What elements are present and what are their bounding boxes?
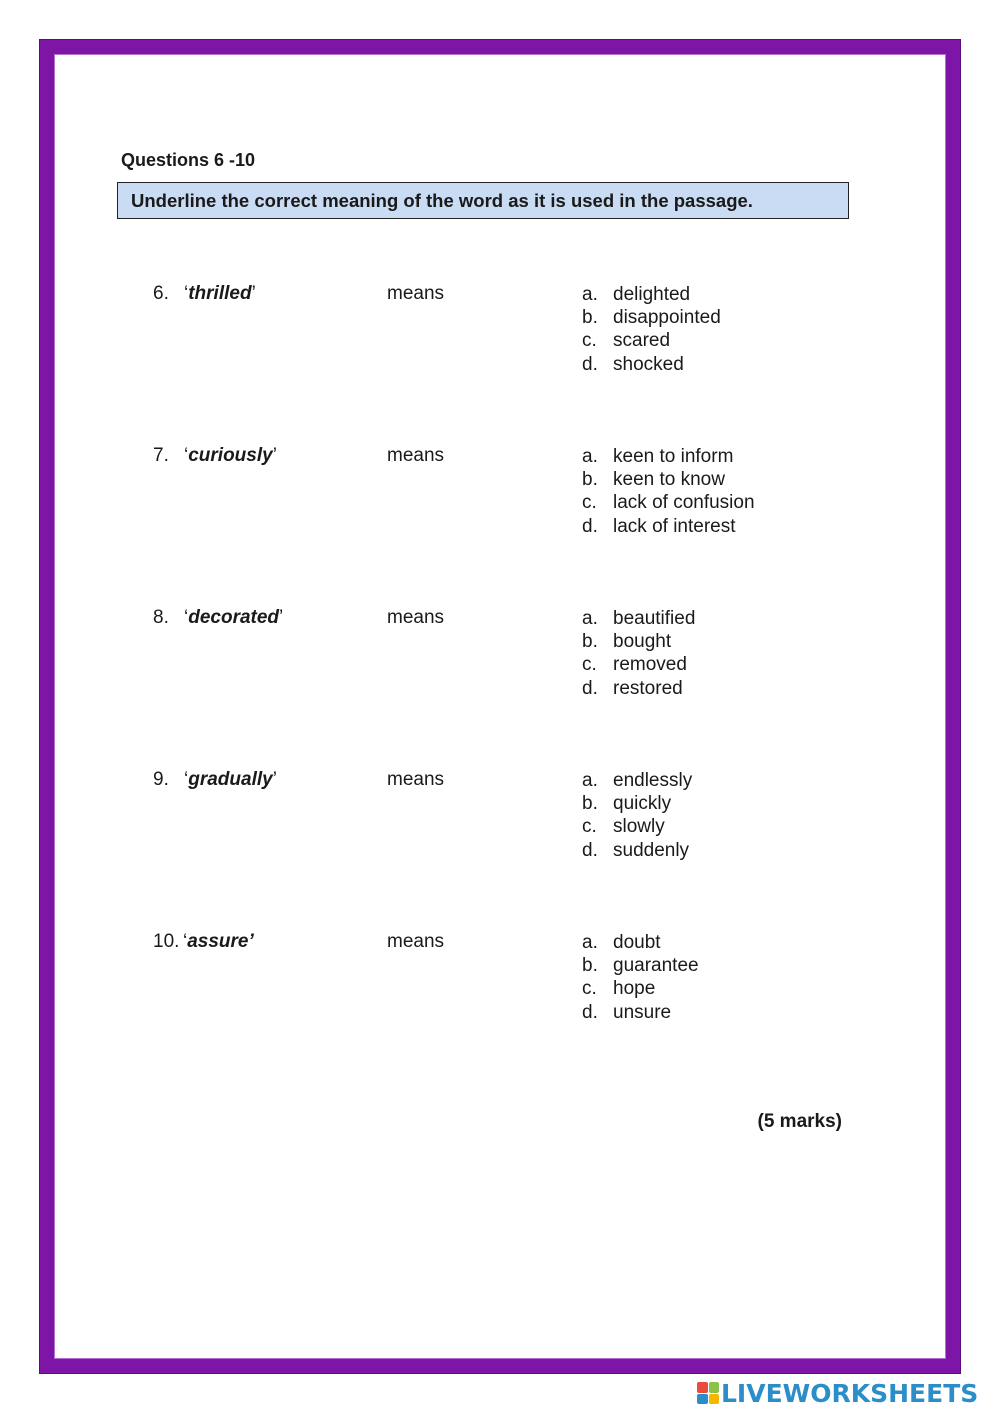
- question-10: [153, 931, 853, 1041]
- question-number: 8.: [153, 607, 169, 628]
- option-c[interactable]: c. slowly: [582, 816, 665, 838]
- option-a[interactable]: a. beautified: [582, 608, 696, 629]
- question-word: ‘curiously’: [184, 445, 277, 466]
- option-b[interactable]: b. guarantee: [582, 955, 699, 977]
- question-word: ‘thrilled’: [184, 283, 256, 304]
- question-number: 7.: [153, 445, 169, 466]
- option-a[interactable]: a. endlessly: [582, 770, 693, 791]
- question-word: ‘decorated’: [184, 607, 284, 628]
- answer-options: [582, 769, 692, 862]
- option-c[interactable]: c. removed: [582, 654, 687, 676]
- option-b[interactable]: b. keen to know: [582, 469, 725, 491]
- option-b[interactable]: b. bought: [582, 631, 672, 653]
- option-a[interactable]: a. doubt: [582, 932, 661, 953]
- means-label: means: [387, 283, 445, 304]
- question-8: [153, 607, 853, 717]
- marks-label: (5 marks): [757, 1111, 842, 1132]
- option-a[interactable]: a. keen to inform: [582, 446, 734, 467]
- logo-cell-yellow: [709, 1394, 720, 1405]
- option-d[interactable]: d. shocked: [582, 353, 684, 375]
- answer-options: [582, 931, 699, 1024]
- question-number: 9.: [153, 769, 169, 790]
- option-b[interactable]: b. quickly: [582, 793, 672, 815]
- question-number: 10.: [153, 931, 180, 952]
- option-b[interactable]: b. disappointed: [582, 307, 721, 329]
- option-c[interactable]: c. scared: [582, 330, 671, 352]
- means-label: means: [387, 445, 445, 466]
- question-7: [153, 445, 853, 555]
- instruction-text: Underline the correct meaning of the word as it is used in the passage.: [131, 190, 753, 211]
- option-d[interactable]: d. unsure: [582, 1001, 672, 1023]
- option-d[interactable]: d. restored: [582, 677, 683, 699]
- means-label: means: [387, 931, 445, 952]
- means-label: means: [387, 769, 445, 790]
- instruction-box: [117, 182, 849, 219]
- logo-cell-red: [697, 1382, 708, 1393]
- question-9: [153, 769, 853, 879]
- question-6: [153, 283, 853, 393]
- answer-options: [582, 283, 721, 376]
- means-label: means: [387, 607, 445, 628]
- question-number: 6.: [153, 283, 169, 304]
- question-word: ‘gradually’: [184, 769, 277, 790]
- question-word: ‘assure’: [183, 931, 254, 952]
- brand-text: LIVEWORKSHEETS: [721, 1378, 979, 1408]
- answer-options: [582, 607, 695, 700]
- option-a[interactable]: a. delighted: [582, 284, 691, 305]
- section-title: Questions 6 -10: [121, 150, 256, 170]
- answer-options: [582, 445, 755, 538]
- option-d[interactable]: d. suddenly: [582, 839, 690, 861]
- option-c[interactable]: c. hope: [582, 978, 656, 1000]
- option-c[interactable]: c. lack of confusion: [582, 492, 755, 514]
- logo-cell-green: [709, 1382, 720, 1393]
- brand-icon: [697, 1382, 719, 1404]
- option-d[interactable]: d. lack of interest: [582, 515, 736, 537]
- liveworksheets-logo[interactable]: [697, 1376, 978, 1410]
- logo-cell-blue: [697, 1394, 708, 1405]
